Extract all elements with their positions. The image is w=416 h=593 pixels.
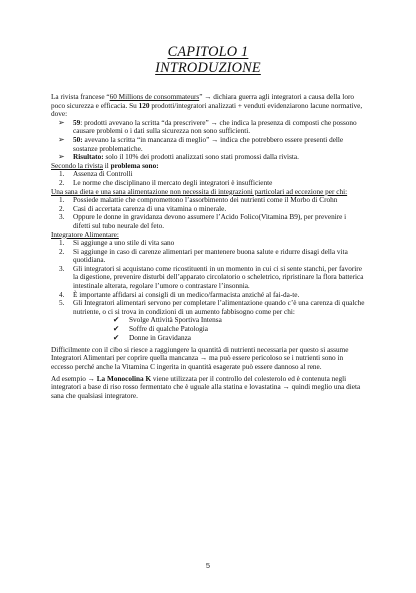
problems-heading-c: problema sono: — [110, 161, 159, 170]
example-paragraph — [51, 375, 365, 401]
page-number: 5 — [205, 561, 211, 570]
magazine-name: 60 Millions de consommateurs — [109, 93, 200, 101]
list-number: 2. — [59, 178, 65, 187]
problems-heading-b: il — [102, 161, 111, 170]
list-number: 3. — [59, 213, 65, 222]
arrow-bullet-icon: ➢ — [58, 134, 65, 144]
intro-text-a: La rivista francese “ — [51, 93, 110, 101]
list-number: 2. — [59, 204, 65, 213]
chapter-title — [0, 44, 416, 76]
list-item-text: Si aggiunge a uno stile di vita sano — [73, 239, 175, 248]
finding-text: avevano la scritta “in mancanza di meglio” → indica che potrebbero essere presenti delle sostanze problematiche. — [73, 135, 344, 153]
arrow-bullet-icon: ➢ — [58, 117, 65, 127]
chapter-name: INTRODUZIONE — [155, 60, 261, 76]
finding-text: : prodotti avevano la scritta “da prescrivere” → che indica la presenza di composti che possono causare problemi o i dati sulla sicurezza non sono sufficienti. — [73, 118, 357, 136]
example-substance: La Monocolina K — [96, 374, 152, 383]
chapter-number: CAPITOLO 1 — [167, 44, 249, 60]
intro-text-c: ” → dichiara guerra agli integratori a causa della loro poco sicurezza e efficacia. Su — [51, 93, 354, 110]
list-item — [51, 299, 365, 316]
finding-bold: 59 — [73, 118, 81, 127]
list-number: 2. — [59, 247, 65, 256]
chapter-body — [51, 93, 365, 401]
list-number: 3. — [59, 264, 65, 273]
list-item — [51, 265, 365, 291]
closing-paragraph: Difficilmente con il cibo si riesce a raggiungere la quantità di nutrienti necessaria per questo si assume Integratori Alimentari per coprire quella mancanza → ma può essere pericoloso se i nutrienti sono in eccesso perché anche la Vitamina C ingerita in quantità esagerate può essere dannoso al rene. — [51, 345, 349, 371]
list-item — [51, 248, 365, 265]
diet-list — [51, 196, 365, 230]
finding-bold: 50: — [73, 135, 83, 144]
check-bullet-icon: ✔ — [113, 332, 120, 342]
intro-paragraph — [51, 93, 365, 119]
problems-heading-a: Secondo la rivista — [51, 161, 103, 170]
list-item — [51, 205, 365, 214]
list-item — [51, 170, 365, 179]
list-number: 5. — [59, 299, 65, 308]
sub-list-item — [51, 316, 365, 325]
check-bullet-icon: ✔ — [113, 324, 120, 334]
list-number: 1. — [59, 239, 65, 248]
problems-heading — [51, 162, 365, 171]
supplement-heading-text: Integratore Alimentare: — [51, 230, 119, 239]
list-item — [51, 196, 365, 205]
list-item-text: Assenza di Controlli — [73, 170, 133, 179]
example-lead: Ad esempio → — [51, 374, 97, 383]
list-item-text: Casi di accertata carenza di una vitamina o minerale. — [73, 204, 227, 213]
arrow-bullet-icon: ➢ — [58, 152, 65, 162]
supplement-heading — [51, 231, 365, 240]
list-number: 1. — [59, 196, 65, 205]
list-item — [51, 239, 365, 248]
list-item — [51, 179, 365, 188]
sub-list-item — [51, 334, 365, 343]
example-text: viene utilizzata per il controllo del colesterolo ed è contenuta negli integratori a base di riso rosso fermentato che è uguale alla statina e lovastatina → quindi meglio una dieta sana che qualsiasi integratore. — [51, 374, 361, 400]
findings-list — [51, 119, 365, 162]
list-item — [51, 291, 365, 300]
finding-item — [51, 119, 365, 136]
finding-item — [51, 153, 365, 162]
intro-text-e: prodotti/integratori analizzati + venduti evidenziarono lacune normative, dove: — [51, 101, 363, 119]
finding-text: solo il 10% dei prodotti analizzati sono stati promossi dalla rivista. — [103, 153, 299, 162]
sub-list-item-text: Donne in Gravidanza — [129, 333, 192, 342]
problems-list — [51, 170, 365, 187]
list-number: 4. — [59, 290, 65, 299]
list-item-text: Le norme che disciplinano il mercato degli integratori è insufficiente — [73, 178, 273, 187]
list-item-text: Possiede malattie che compromettono l’assorbimento dei nutrienti come il Morbo di Crohn — [73, 196, 338, 205]
list-item-text: Si aggiunge in caso di carenze alimentari per mantenere buona salute e ridurre disagi della vita quotidiana. — [73, 247, 348, 265]
sub-list-item-text: Soffre di qualche Patologia — [129, 325, 208, 334]
sub-list-item-text: Svolge Attività Sportiva Intensa — [129, 316, 222, 325]
diet-heading-text: Una sana dieta e una sana alimentazione non necessita di integrazioni particolari ad eccezione per chi: — [51, 187, 348, 196]
finding-bold: Risultato: — [73, 153, 104, 162]
list-item-text: Gli integratori si acquistano come ricostituenti in un momento in cui ci si sente stanchi, per favorire la digestione, prevenire disturbi dell’apparato circolatorio o scheletrico, ripristinare la flora batterica intestinale alterata, regolare l’umore o contrastare l’insonnia. — [73, 264, 364, 291]
list-number: 1. — [59, 170, 65, 179]
product-count: 120 — [138, 101, 150, 110]
supplement-list — [51, 239, 365, 342]
check-bullet-icon: ✔ — [113, 315, 120, 325]
list-item — [51, 213, 365, 230]
diet-heading — [51, 188, 365, 197]
finding-item — [51, 136, 365, 153]
sub-list-item — [51, 325, 365, 334]
list-item-text: Gli Integratori alimentari servono per completare l’alimentazione quando c’è una carenza di qualche nutriente, o ci si trova in condizioni di un aumento fabbisogno come per chi: — [73, 299, 365, 316]
list-item-text: Oppure le donne in gravidanza devono assumere l’Acido Folico(Vitamina B9), per prevenire i difetti sul tubo neurale del feto. — [73, 213, 347, 230]
list-item-text: È importante affidarsi ai consigli di un medico/farmacista anziché al fai-da-te. — [73, 290, 300, 299]
